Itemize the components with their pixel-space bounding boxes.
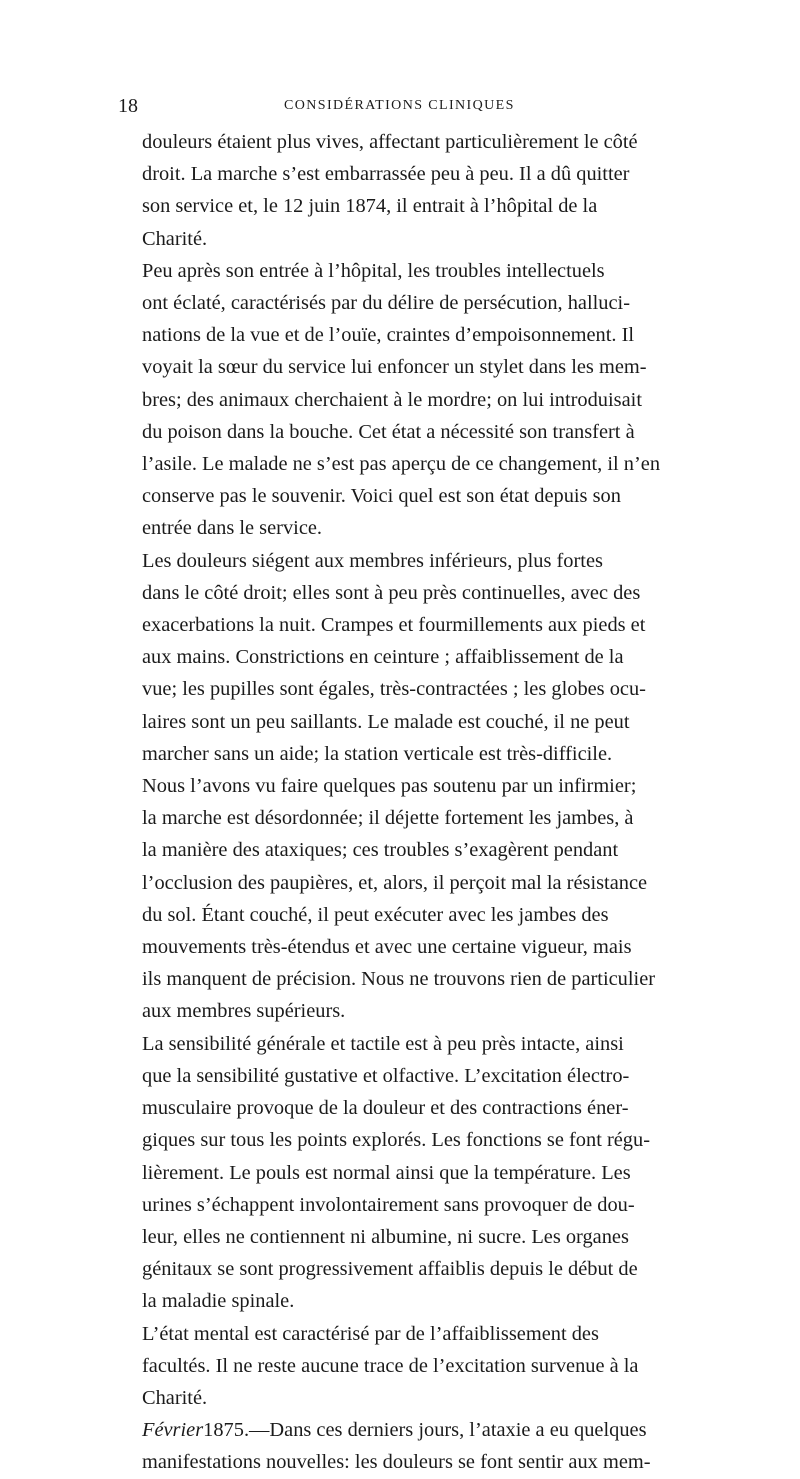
- running-title: CONSIDÉRATIONS CLINIQUES: [284, 98, 515, 113]
- text-line: dans le côté droit; elles sont à peu près continuelles, avec des: [142, 581, 641, 604]
- text-line: exacerbations la nuit. Crampes et fourmillements aux pieds et: [142, 614, 646, 637]
- date-label: Février: [142, 1419, 204, 1442]
- page-number: 18: [118, 95, 138, 117]
- paragraph: [118, 255, 680, 545]
- text-line: L’état mental est caractérisé par de l’affaiblissement des: [142, 1322, 599, 1345]
- text-line: [118, 1414, 680, 1446]
- paragraph: [118, 126, 680, 255]
- text-line: aux mains. Constrictions en ceinture ; affaiblissement de la: [142, 646, 624, 669]
- paragraph: [118, 545, 680, 1028]
- text-line: droit. La marche s’est embarrassée peu à peu. Il a dû quitter: [142, 163, 630, 186]
- text-line: la marche est désordonnée; il déjette fortement les jambes, à: [142, 807, 634, 830]
- paragraph: [118, 1318, 680, 1415]
- text-line: ont éclaté, caractérisés par du délire de persécution, halluci-: [142, 292, 631, 315]
- text-line: facultés. Il ne reste aucune trace de l’excitation survenue à la: [142, 1354, 639, 1377]
- text-line: voyait la sœur du service lui enfoncer un stylet dans les mem-: [142, 356, 647, 379]
- dated-entry-text: 1875.—Dans ces derniers jours, l’ataxie a eu quelques: [203, 1419, 647, 1442]
- text-line: Nous l’avons vu faire quelques pas soutenu par un infirmier;: [142, 775, 637, 798]
- text-line: l’occlusion des paupières, et, alors, il perçoit mal la résistance: [142, 871, 648, 894]
- text-line: la manière des ataxiques; ces troubles s’exagèrent pendant: [142, 839, 619, 862]
- page-text: [118, 90, 680, 1479]
- text-line: que la sensibilité gustative et olfactive. L’excitation électro-: [142, 1064, 630, 1087]
- text-line: Les douleurs siégent aux membres inférieurs, plus fortes: [142, 549, 603, 572]
- text-line: leur, elles ne contiennent ni albumine, ni sucre. Les organes: [142, 1225, 629, 1248]
- text-line: musculaire provoque de la douleur et des contractions éner-: [142, 1097, 629, 1120]
- text-line: douleurs étaient plus vives, affectant particulièrement le côté: [142, 131, 638, 153]
- text-line: entrée dans le service.: [142, 517, 323, 540]
- text-line: du poison dans la bouche. Cet état a nécessité son transfert à: [142, 420, 635, 443]
- text-line: vue; les pupilles sont égales, très-contractées ; les globes ocu-: [142, 678, 646, 701]
- paragraph: [118, 1028, 680, 1318]
- text-line: son service et, le 12 juin 1874, il entrait à l’hôpital de la: [142, 195, 598, 218]
- text-line: laires sont un peu saillants. Le malade est couché, il ne peut: [142, 710, 630, 733]
- text-line: génitaux se sont progressivement affaiblis depuis le début de: [142, 1258, 638, 1281]
- text-line: La sensibilité générale et tactile est à peu près intacte, ainsi: [142, 1032, 624, 1055]
- text-line: urines s’échappent involontairement sans provoquer de dou-: [142, 1193, 635, 1216]
- text-line: conserve pas le souvenir. Voici quel est son état depuis son: [142, 485, 621, 508]
- text-line: manifestations nouvelles: les douleurs se font sentir aux mem-: [142, 1451, 651, 1474]
- text-line: Charité.: [142, 1386, 208, 1409]
- text-line: l’asile. Le malade ne s’est pas aperçu de ce changement, il n’en: [142, 453, 661, 476]
- text-line: aux membres supérieurs.: [142, 1000, 346, 1023]
- text-line: Peu après son entrée à l’hôpital, les troubles intellectuels: [142, 259, 605, 282]
- text-line: du sol. Étant couché, il peut exécuter avec les jambes des: [142, 903, 609, 926]
- text-line: nations de la vue et de l’ouïe, craintes d’empoisonnement. Il: [142, 324, 635, 347]
- text-line: Charité.: [142, 227, 208, 250]
- text-line: ils manquent de précision. Nous ne trouvons rien de particulier: [142, 968, 656, 991]
- running-head: [118, 90, 680, 126]
- paragraph: [118, 1414, 680, 1478]
- text-line: marcher sans un aide; la station verticale est très-difficile.: [142, 742, 613, 765]
- text-line: bres; des animaux cherchaient à le mordre; on lui introduisait: [142, 388, 642, 411]
- text-line: giques sur tous les points explorés. Les fonctions se font régu-: [142, 1129, 650, 1152]
- text-line: lièrement. Le pouls est normal ainsi que la température. Les: [142, 1161, 631, 1184]
- text-line: la maladie spinale.: [142, 1290, 295, 1313]
- text-line: mouvements très-étendus et avec une certaine vigueur, mais: [142, 936, 632, 959]
